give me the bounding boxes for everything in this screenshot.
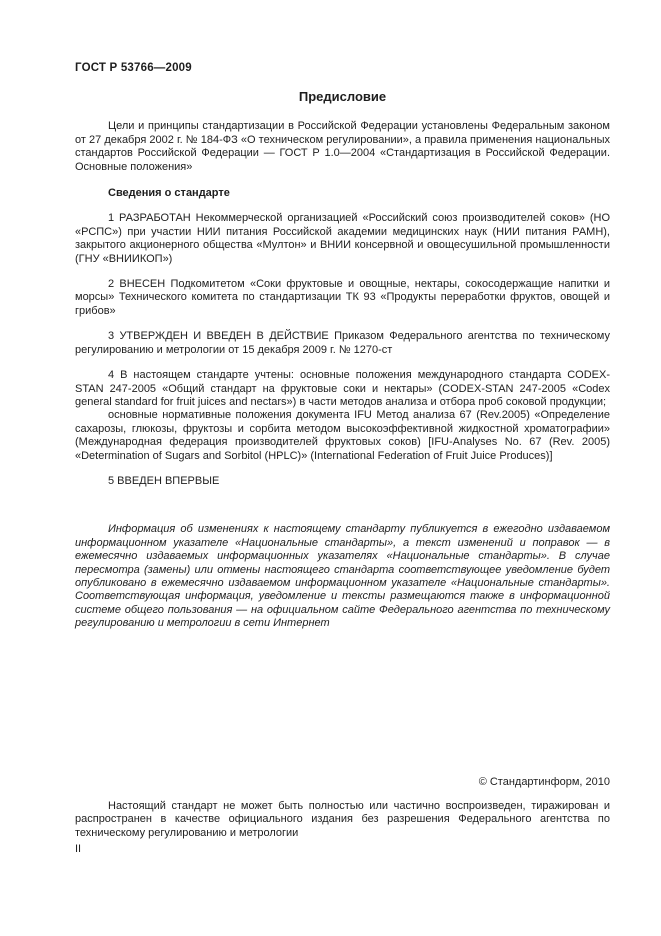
foreword-item-4-part-2: основные нормативные положения документа IFU Метод анализа 67 (Rev.2005) «Определение сахарозы, глюкозы, фруктозы и сорбита методом высокоэффективной жидкостной хроматографии» (Международная федерация производителей фруктовых соков) [IFU-Analyses No. 67 (Rev. 2005) «Determination of Sugars and Sorbitol (HPLC)» (International Federation of Fruit Juice Produces)] bbox=[75, 409, 610, 462]
foreword-item-4-part-1: 4 В настоящем стандарте учтены: основные положения международного стандарта CODEX-STAN 247-2005 «Общий стандарт на фруктовые соки и нектары» (CODEX-STAN 247-2005 «Codex general standard for fruit juices and nectars») в части методов анализа и отбора проб соковой продукции; bbox=[75, 369, 610, 408]
page-number: II bbox=[75, 843, 82, 855]
foreword-item-1: 1 РАЗРАБОТАН Некоммерческой организацией «Российский союз производителей соков» (НО «РСПС») при участии НИИ питания Российской академии медицинских наук (НИИ питания РАМН), закрытого акционерного общества «Мултон» и ВНИИ консервной и овощесушильной промышленности (ГНУ «ВНИИКОП») bbox=[75, 212, 610, 265]
standard-info-heading: Сведения о стандарте bbox=[108, 187, 230, 200]
foreword-item-3: 3 УТВЕРЖДЕН И ВВЕДЕН В ДЕЙСТВИЕ Приказом Федерального агентства по техническому регулированию и метрологии от 15 декабря 2009 г. № 1270-ст bbox=[75, 330, 610, 356]
page-title: Предисловие bbox=[298, 89, 387, 105]
foreword-item-5: 5 ВВЕДЕН ВПЕРВЫЕ bbox=[108, 474, 220, 487]
doc-number: ГОСТ Р 53766—2009 bbox=[75, 62, 192, 74]
reproduction-notice: Настоящий стандарт не может быть полностью или частично воспроизведен, тиражирован и распространен в качестве официального издания без разрешения Федерального агентства по техническому регулированию и метрологии bbox=[75, 800, 610, 839]
intro-paragraph: Цели и принципы стандартизации в Российской Федерации установлены Федеральным законом от 27 декабря 2002 г. № 184-ФЗ «О техническом регулировании», а правила применения национальных стандартов Российской Федерации — ГОСТ Р 1.0—2004 «Стандартизация в Российской Федерации. Основные положения» bbox=[75, 120, 610, 173]
amendments-note: Информация об изменениях к настоящему стандарту публикуется в ежегодно издаваемом информационном указателе «Национальные стандарты», а текст изменений и поправок — в ежемесячно издаваемых информационных указателях «Национальные стандарты». В случае пересмотра (замены) или отмены настоящего стандарта соответствующее уведомление будет опубликовано в ежемесячно издаваемом информационном указателе «Национальные стандарты». Соответствующая информация, уведомление и тексты размещаются также в информационной системе общего пользования — на официальном сайте Федерального агентства по техническому регулированию и метрологии в сети Интернет bbox=[75, 523, 610, 630]
foreword-item-2: 2 ВНЕСЕН Подкомитетом «Соки фруктовые и овощные, нектары, сокосодержащие напитки и морсы» Технического комитета по стандартизации ТК 93 «Продукты переработки фруктов, овощей и грибов» bbox=[75, 278, 610, 317]
copyright-line: © Стандартинформ, 2010 bbox=[478, 776, 610, 788]
